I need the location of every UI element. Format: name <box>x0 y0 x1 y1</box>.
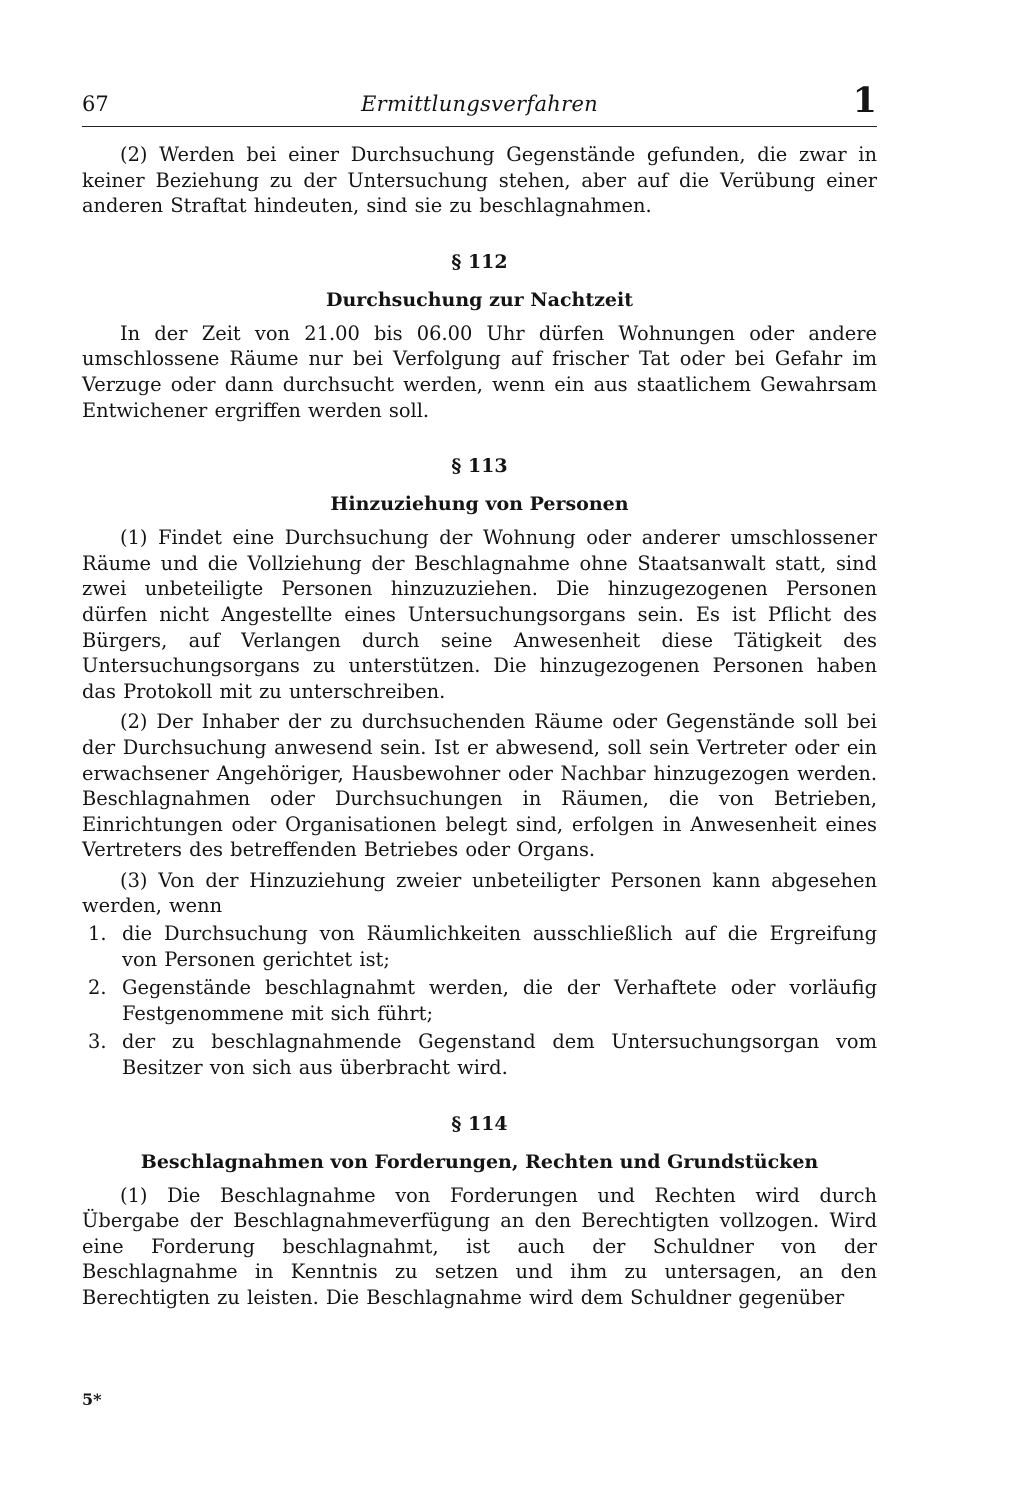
body-text <box>82 126 877 1311</box>
paragraph: (1) Die Beschlagnahme von Forderungen und Rechten wird durch Übergabe der Beschlagnahmeverfügung an den Berechtigten vollzogen. Wird eine Forderung beschlagnahmt, ist auch der Schuldner von der Beschlagnahme in Kenntnis zu setzen und ihm zu untersagen, an den Berechtigten zu leisten. Die Beschlagnahme wird dem Schuldner gegenüber <box>82 1183 877 1309</box>
paragraph: In der Zeit von 21.00 bis 06.00 Uhr dürfen Wohnungen oder andere umschlossene Räume nur bei Verfolgung auf frischer Tat oder bei Gefahr im Verzuge oder dann durchsucht werden, wenn ein aus staatlichem Gewahrsam Entwichener ergriffen werden soll. <box>82 321 877 422</box>
section-113 <box>82 453 877 1080</box>
list-item <box>82 921 877 972</box>
section-title: Durchsuchung zur Nachtzeit <box>325 288 634 311</box>
section-title: Beschlagnahmen von Forderungen, Rechten und Grundstücken <box>140 1150 819 1173</box>
document-page <box>82 80 877 1311</box>
section-title: Hinzuziehung von Personen <box>330 493 629 516</box>
list-item-number: 2. <box>88 976 107 1000</box>
section-114 <box>82 1111 877 1311</box>
header-rule <box>82 126 877 127</box>
intro-paragraph: (2) Werden bei einer Durchsuchung Gegenstände gefunden, die zwar in keiner Beziehung zu der Untersuchung stehen, aber auf die Verübung einer anderen Straftat hindeuten, sind sie zu beschlagnahmen. <box>82 143 877 218</box>
list-item-text: die Durchsuchung von Räumlichkeiten ausschließlich auf die Ergreifung von Personen gerichtet ist; <box>122 922 877 971</box>
list-item <box>82 975 877 1026</box>
section-number: § 112 <box>451 250 508 273</box>
page-number: 67 <box>82 92 109 116</box>
section-112 <box>82 249 877 423</box>
running-header <box>82 80 877 126</box>
section-number: § 113 <box>451 455 508 478</box>
enumerated-list <box>82 921 877 1081</box>
paragraph: (2) Der Inhaber der zu durchsuchenden Räume oder Gegenstände soll bei der Durchsuchung anwesend sein. Ist er abwesend, soll sein Vertreter oder ein erwachsener Angehöriger, Hausbewohner oder Nachbar hinzugezogen werden. Beschlagnahmen oder Durchsuchungen in Räumen, die von Betrieben, Einrichtungen oder Organisationen belegt sind, erfolgen in Anwesenheit eines Vertreters des betreffenden Betriebes oder Organs. <box>82 710 877 862</box>
list-item-number: 3. <box>88 1030 107 1054</box>
paragraph: (1) Findet eine Durchsuchung der Wohnung oder anderer umschlossener Räume und die Vollziehung der Beschlagnahme ohne Staatsanwalt statt, sind zwei unbeteiligte Personen hinzuzuziehen. Die hinzugezogenen Personen dürfen nicht Angestellte eines Untersuchungsorgans sein. Es ist Pflicht des Bürgers, auf Verlangen durch seine Anwesenheit diese Tätigkeit des Untersuchungsorgans zu unterstützen. Die hinzugezogenen Personen haben das Protokoll mit zu unterschreiben. <box>82 526 877 703</box>
section-number: § 114 <box>451 1112 508 1135</box>
paragraph: (3) Von der Hinzuziehung zweier unbeteiligter Personen kann abgesehen werden, wenn <box>82 868 877 918</box>
list-item <box>82 1029 877 1080</box>
chapter-number: 1 <box>852 80 877 121</box>
list-item-text: der zu beschlagnahmende Gegenstand dem Untersuchungsorgan vom Besitzer von sich aus überbracht wird. <box>122 1030 877 1080</box>
signature-mark: 5* <box>82 1390 102 1409</box>
list-item-text: Gegenstände beschlagnahmt werden, die der Verhaftete oder vorläufig Festgenommene mit sich führt; <box>122 976 877 1025</box>
list-item-number: 1. <box>88 922 107 946</box>
chapter-title: Ermittlungsverfahren <box>361 92 598 116</box>
